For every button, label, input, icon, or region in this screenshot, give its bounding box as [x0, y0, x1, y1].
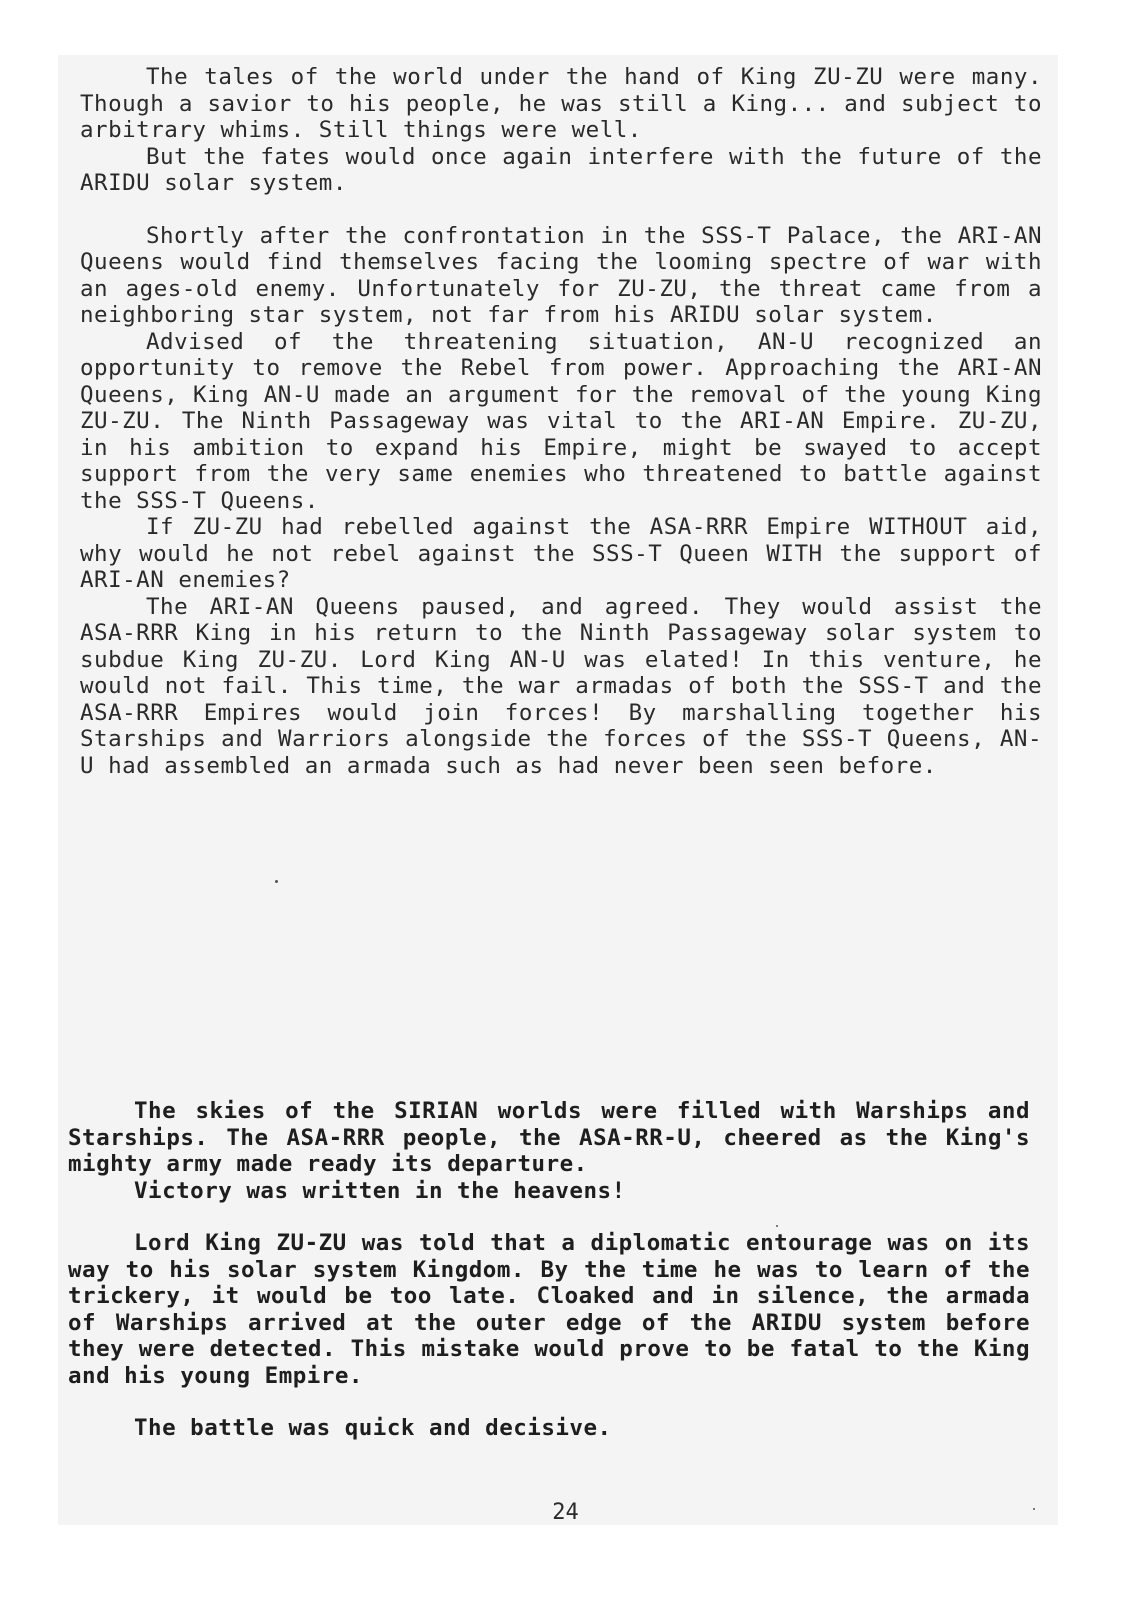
paragraph: The ARI-AN Queens paused, and agreed. They would assist the ASA-RRR King in his return to the Ninth Passageway solar system to subdue King ZU-ZU. Lord King AN-U was elated! In this venture, he would not fail. This time, the war armadas of both the SSS-T and the ASA-RRR Empires would join forces! By marshalling together his Starships and Warriors alongside the forces of the SSS-T Queens, AN-U had assembled an armada such as had never been seen before. — [80, 593, 1042, 779]
paragraph: The battle was quick and decisive. — [134, 1415, 612, 1441]
text-section-lower — [68, 1098, 1030, 1442]
page-number: 24 — [552, 1500, 579, 1525]
scan-speck — [1033, 1508, 1035, 1510]
paragraph: Advised of the threatening situation, AN-U recognized an opportunity to remove the Rebel from power. Approaching the ARI-AN Queens, King AN-U made an argument for the removal of the young King ZU-ZU. The Ninth Passageway was vital to the ARI-AN Empire. ZU-ZU, in his ambition to expand his Empire, might be swayed to accept support from the very same enemies who threatened to battle against the SSS-T Queens. — [80, 328, 1042, 514]
paragraph: But the fates would once again interfere with the future of the ARIDU solar system. — [80, 143, 1042, 196]
scan-speck — [776, 1225, 778, 1227]
text-section-upper — [80, 64, 1042, 779]
paragraph: The tales of the world under the hand of King ZU-ZU were many. Though a savior to his people, he was still a King... and subject to arbitrary whims. Still things were well. — [80, 64, 1042, 143]
paragraph: Victory was written in the heavens! — [134, 1177, 626, 1204]
paragraph: Lord King ZU-ZU was told that a diplomatic entourage was on its way to his solar system Kingdom. By the time he was to learn of the trickery, it would be too late. Cloaked and in silence, the armada of Warships arrived at the outer edge of the ARIDU system before they were detected. This mistake would prove to be fatal to the King and his young Empire. — [68, 1230, 1030, 1389]
paragraph: Shortly after the confrontation in the SSS-T Palace, the ARI-AN Queens would find themselves facing the looming spectre of war with an ages-old enemy. Unfortunately for ZU-ZU, the threat came from a neighboring star system, not far from his ARIDU solar system. — [80, 222, 1042, 328]
paragraph: If ZU-ZU had rebelled against the ASA-RRR Empire WITHOUT aid, why would he not rebel against the SSS-T Queen WITH the support of ARI-AN enemies? — [80, 514, 1042, 593]
paragraph: The skies of the SIRIAN worlds were filled with Warships and Starships. The ASA-RRR people, the ASA-RR-U, cheered as the King's mighty army made ready its departure. — [68, 1098, 1030, 1177]
scan-speck — [275, 880, 278, 883]
